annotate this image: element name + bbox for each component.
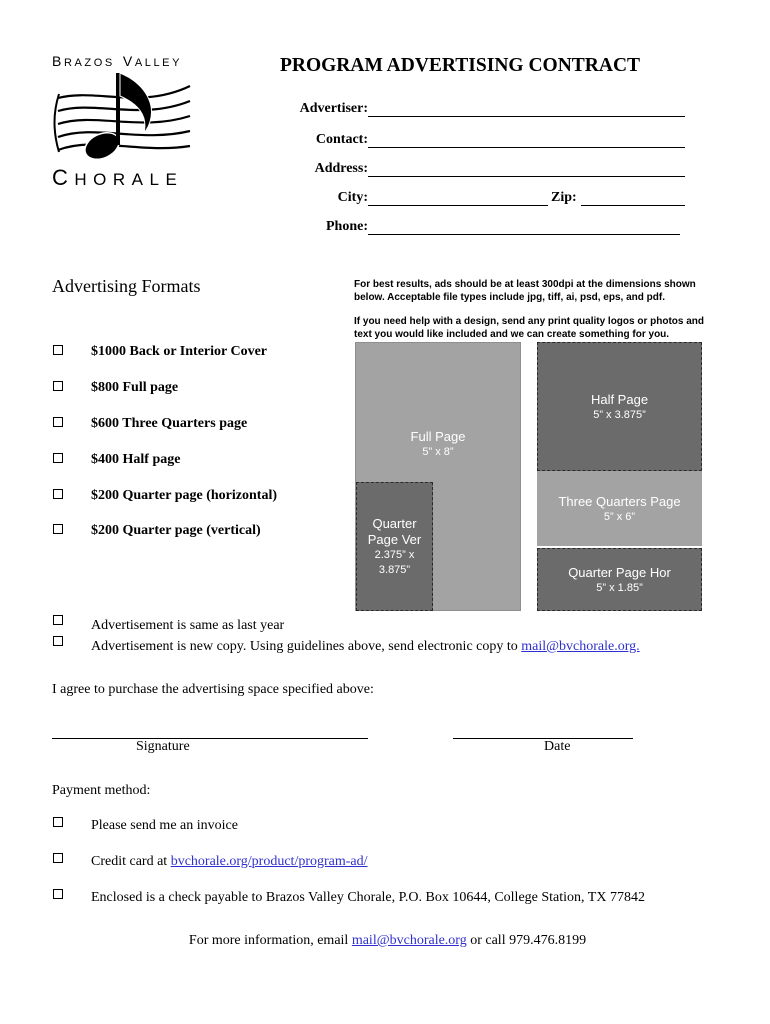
signature-line[interactable] <box>52 738 368 739</box>
footer-prefix: For more information, email <box>188 933 352 948</box>
checkbox-credit-card[interactable] <box>53 853 63 863</box>
ad-quarter-horizontal-size: 5” x 1.85” <box>596 581 643 594</box>
footer-contact <box>0 933 770 949</box>
program-ad-link[interactable]: bvchorale.org/product/program-ad/ <box>170 854 368 869</box>
advertiser-row <box>200 99 685 117</box>
contact-row <box>200 130 685 148</box>
payment-check-label: Enclosed is a check payable to Brazos Valley Chorale, P.O. Box 10644, College Station, TX 77842 <box>91 890 645 905</box>
checkbox-quarter-vertical[interactable] <box>53 524 63 534</box>
logo-wordmark-top <box>52 52 190 70</box>
format-option-label: $800 Full page <box>91 380 179 395</box>
city-zip-row <box>200 188 685 206</box>
copy-option-new-text: Advertisement is new copy. Using guidelines above, send electronic copy to <box>91 639 522 654</box>
logo-wordmark-bottom <box>52 165 183 191</box>
email-link[interactable]: mail@bvchorale.org. <box>521 639 640 654</box>
date-line[interactable] <box>453 738 633 739</box>
ad-half-page-name: Half Page <box>590 391 649 407</box>
page-title: PROGRAM ADVERTISING CONTRACT <box>279 55 641 76</box>
ad-quarter-vertical-block <box>356 482 433 611</box>
advertiser-field[interactable] <box>368 101 685 117</box>
contact-label: Contact: <box>315 132 368 147</box>
format-option-label: $200 Quarter page (vertical) <box>91 523 261 538</box>
format-option-label: $600 Three Quarters page <box>91 416 248 431</box>
copy-option-same-label: Advertisement is same as last year <box>91 618 285 633</box>
file-quality-note: For best results, ads should be at least 300dpi at the dimensions shown below. Acceptable file types include jpg, tiff, ai, psd, eps, and pdf. <box>354 279 696 303</box>
logo-word-chorale: CHORALE <box>52 165 184 190</box>
ad-half-page-size: 5” x 3.875” <box>593 408 646 421</box>
music-note-logo-icon <box>50 70 192 162</box>
format-option-label: $400 Half page <box>91 452 181 467</box>
footer-suffix: or call 979.476.8199 <box>466 933 587 948</box>
footer-email-link[interactable]: mail@bvchorale.org <box>351 933 467 948</box>
payment-credit-label <box>91 854 368 870</box>
advertising-formats-heading: Advertising Formats <box>52 276 201 296</box>
ad-three-quarters-block <box>537 472 702 546</box>
checkbox-half-page[interactable] <box>53 453 63 463</box>
copy-option-new-label <box>91 639 640 655</box>
ad-three-quarters-name: Three Quarters Page <box>558 494 681 509</box>
logo-word-brazos: BRAZOS <box>52 53 115 69</box>
ad-quarter-horizontal-block <box>537 548 702 611</box>
design-help-note: If you need help with a design, send any print quality logos or photos and text you would like included and we can create something for you. <box>354 316 705 340</box>
phone-field[interactable] <box>368 219 680 235</box>
payment-method-heading: Payment method: <box>52 783 151 798</box>
date-label: Date <box>544 739 571 754</box>
phone-row <box>200 217 680 235</box>
logo-word-valley: VALLEY <box>122 53 183 69</box>
zip-label: Zip: <box>551 190 577 205</box>
ad-three-quarters-size: 5” x 6” <box>603 511 636 523</box>
city-label: City: <box>337 190 368 205</box>
ad-quarter-horizontal-name: Quarter Page Hor <box>568 564 671 580</box>
address-field[interactable] <box>368 161 685 177</box>
checkbox-invoice[interactable] <box>53 817 63 827</box>
format-option-label: $1000 Back or Interior Cover <box>91 344 268 359</box>
checkbox-same-as-last-year[interactable] <box>53 615 63 625</box>
checkbox-full-page[interactable] <box>53 381 63 391</box>
signature-label: Signature <box>136 739 190 754</box>
ad-half-page-block <box>537 342 702 471</box>
agreement-text: I agree to purchase the advertising space specified above: <box>52 682 374 697</box>
checkbox-new-copy[interactable] <box>53 636 63 646</box>
checkbox-quarter-horizontal[interactable] <box>53 489 63 499</box>
zip-field[interactable] <box>581 190 685 206</box>
address-row <box>200 159 685 177</box>
ad-full-page-size: 5” x 8” <box>422 446 454 458</box>
format-option-label: $200 Quarter page (horizontal) <box>91 488 277 503</box>
checkbox-cover[interactable] <box>53 345 63 355</box>
advertiser-label: Advertiser: <box>299 101 368 116</box>
contact-field[interactable] <box>368 132 685 148</box>
ad-quarter-vertical-size: 2.375” x 3.875” <box>374 548 415 576</box>
checkbox-check[interactable] <box>53 889 63 899</box>
ad-full-page-name: Full Page <box>410 429 466 444</box>
address-label: Address: <box>314 161 368 176</box>
city-field[interactable] <box>368 190 548 206</box>
phone-label: Phone: <box>326 219 368 234</box>
payment-credit-text: Credit card at <box>91 854 171 869</box>
checkbox-three-quarters[interactable] <box>53 417 63 427</box>
ad-quarter-vertical-name: Quarter Page Ver <box>367 515 422 547</box>
payment-invoice-label: Please send me an invoice <box>91 818 238 833</box>
